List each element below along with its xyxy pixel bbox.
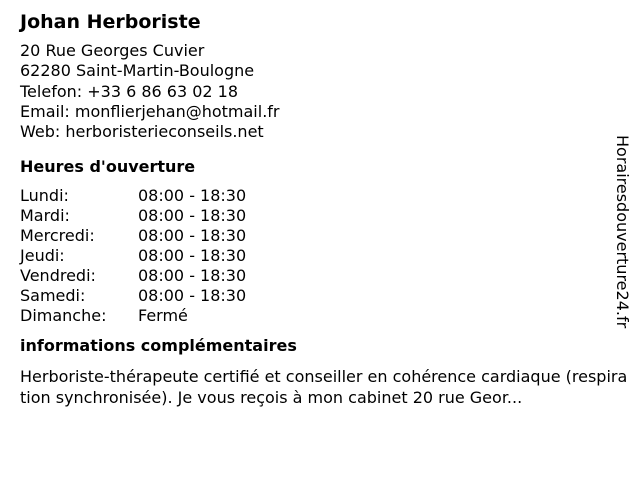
time-value: 08:00 - 18:30 <box>138 186 247 206</box>
time-value: 08:00 - 18:30 <box>138 266 247 286</box>
hours-row-saturday <box>20 286 620 306</box>
opening-hours-table <box>20 186 620 326</box>
time-value: 08:00 - 18:30 <box>138 246 247 266</box>
hours-row-friday <box>20 266 620 286</box>
hours-row-thursday <box>20 246 620 266</box>
business-name: Johan Herboriste <box>20 11 201 33</box>
time-value: 08:00 - 18:30 <box>138 206 247 226</box>
city-line: 62280 Saint-Martin-Boulogne <box>20 61 255 81</box>
phone-line: Telefon: +33 6 86 63 02 18 <box>20 81 239 101</box>
additional-info-text: Herboriste-thérapeute certifié et conseiller en cohérence cardiaque (respiration synchronisée). Je vous reçois à mon cabinet 20 rue Geor... <box>20 367 628 408</box>
opening-hours-heading: Heures d'ouverture <box>20 157 196 177</box>
site-watermark: Horairesdouverture24.fr <box>613 135 632 329</box>
hours-row-sunday <box>20 306 620 326</box>
street-address: 20 Rue Georges Cuvier <box>20 41 205 60</box>
time-value: Fermé <box>138 306 188 326</box>
website-line: Web: herboristerieconseils.net <box>20 122 264 142</box>
additional-info-heading: informations complémentaires <box>20 336 297 356</box>
day-label: Vendredi: <box>20 266 96 286</box>
email-line: Email: monflierjehan@hotmail.fr <box>20 101 280 121</box>
time-value: 08:00 - 18:30 <box>138 226 247 246</box>
time-value: 08:00 - 18:30 <box>138 286 247 306</box>
hours-row-monday <box>20 186 620 206</box>
hours-row-wednesday <box>20 226 620 246</box>
day-label: Samedi: <box>20 286 86 306</box>
day-label: Jeudi: <box>20 246 65 266</box>
day-label: Dimanche: <box>20 306 107 326</box>
hours-row-tuesday <box>20 206 620 226</box>
contact-block <box>20 41 620 142</box>
day-label: Mercredi: <box>20 226 95 246</box>
day-label: Mardi: <box>20 206 70 226</box>
day-label: Lundi: <box>20 186 69 206</box>
